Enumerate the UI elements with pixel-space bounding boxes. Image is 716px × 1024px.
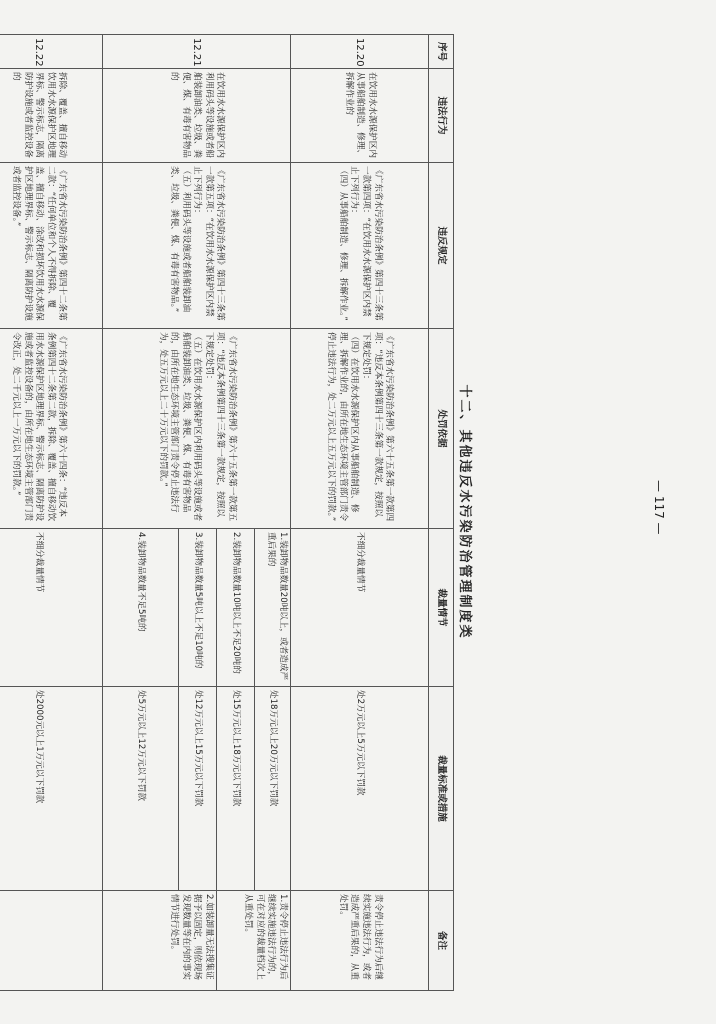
page-number: — 117 — — [652, 480, 666, 535]
col-header-standard: 裁量标准或措施 — [429, 687, 454, 891]
circumstance: 4.装卸物品数量不足5吨的 — [103, 529, 179, 687]
circumstance: 3.装卸物品数量5吨以上不足10吨的 — [179, 529, 217, 687]
penalty-basis: 《广东省水污染防治条例》第六十五条第一款第五项：“违反本条例第四十三条第一款规定，按照以下规定处罚： （五）在饮用水水源保护区内利用码头等设施或者船舶装卸油类、垃圾、粪便、煤、有毒有害物品的，由所在地生态环境主管部门责令停止违法行为，处五万元以上二十万元以下的罚款。” — [103, 329, 291, 529]
col-header-note: 备注 — [429, 891, 454, 991]
illegal-behavior: 在饮用水水源保护区内利用码头等设施或者船舶装卸油类、垃圾、粪便、煤、有毒有害物品的 — [103, 69, 291, 163]
illegal-behavior: 在饮用水水源保护区内从事船舶制造、修理、拆解作业的 — [291, 69, 429, 163]
violated-rule: 《广东省水污染防治条例》第四十三条第一款第四项：“在饮用水水源保护区内禁止下列行为： （四）从事船舶制造、修理、拆解作业。” — [291, 163, 429, 329]
page-title: 十二、其他违反水污染防治管理制度类 — [457, 384, 472, 640]
remark — [0, 891, 103, 991]
col-header-no: 序号 — [429, 35, 454, 69]
table-row — [0, 35, 103, 991]
row-number: 12.22 — [0, 35, 103, 69]
illegal-behavior: 拆除、覆盖、擅自移动饮用水水源保护区地理界标、警示标志，隔离防护设施或者监控设备的 — [0, 69, 103, 163]
circumstance: 不细分裁量情节 — [291, 529, 429, 687]
penalty-basis: 《广东省水污染防治条例》第六十五条第一款第四项：“违反本条例第四十三条第一款规定，按照以下规定处罚： （四）在饮用水水源保护区内从事船舶制造、修理、拆解作业的，由所在地生态环境主管部门责令停止违法行为，处二万元以上五万元以下的罚款。” — [291, 329, 429, 529]
row-number: 12.20 — [291, 35, 429, 69]
violated-rule: 《广东省水污染防治条例》第四十三条第一款第五项：“在饮用水水源保护区内禁止下列行为： （五）利用码头等设施或者船舶装卸油类、垃圾、粪便、煤、有毒有害物品。” — [103, 163, 291, 329]
remark: 1.责令停止违法行为后继续实施违法行为的，可在对应的裁量档次上从重处罚。 — [217, 891, 291, 991]
table-row — [291, 35, 429, 991]
circumstance: 不细分裁量情节 — [0, 529, 103, 687]
penalty-standard: 处12万元以上15万元以下罚款 — [179, 687, 217, 891]
header-row — [429, 35, 454, 991]
penalty-standard: 处18万元以上20万元以下罚款 — [255, 687, 291, 891]
violated-rule: 《广东省水污染防治条例》第四十二条第二款：“任何单位和个人不得拆除、覆盖、擅自移动、涂改和损坏饮用水水源保护区地理界标、警示标志、隔离防护设施或者监控设备。” — [0, 163, 103, 329]
table-row — [255, 35, 291, 991]
col-header-rule: 违反规定 — [429, 163, 454, 329]
col-header-circumstance: 裁量情节 — [429, 529, 454, 687]
remark: 2.如装卸量无法搜集证据予以固定，则依现场发现数量等在内的事实情节进行处罚。 — [103, 891, 217, 991]
remark: 责令停止违法行为后继续实施违法行为，或者造成严重后果的，从重处罚。 — [291, 891, 429, 991]
penalty-standard: 处5万元以上12万元以下罚款 — [103, 687, 179, 891]
col-header-behavior: 违法行为 — [429, 69, 454, 163]
circumstance: 2.装卸物品数量10吨以上不足20吨的 — [217, 529, 255, 687]
penalty-table — [0, 34, 454, 991]
penalty-standard: 处2万元以上5万元以下罚款 — [291, 687, 429, 891]
penalty-standard: 处2000元以上1万元以下罚款 — [0, 687, 103, 891]
circumstance: 1.装卸物品数量20吨以上，或者造成严重后果的 — [255, 529, 291, 687]
penalty-basis: 《广东省水污染防治条例》第六十四条：“违反本条例第四十二条第二款，拆除、覆盖、擅自移动饮用水水源保护区地理界标、警示标志、隔离防护设施或者监控设备的，由所在地生态环境主管部门责令改正，处二千元以上一万元以下的罚款。” — [0, 329, 103, 529]
row-number: 12.21 — [103, 35, 291, 69]
penalty-standard: 处15万元以上18万元以下罚款 — [217, 687, 255, 891]
col-header-basis: 处罚依据 — [429, 329, 454, 529]
